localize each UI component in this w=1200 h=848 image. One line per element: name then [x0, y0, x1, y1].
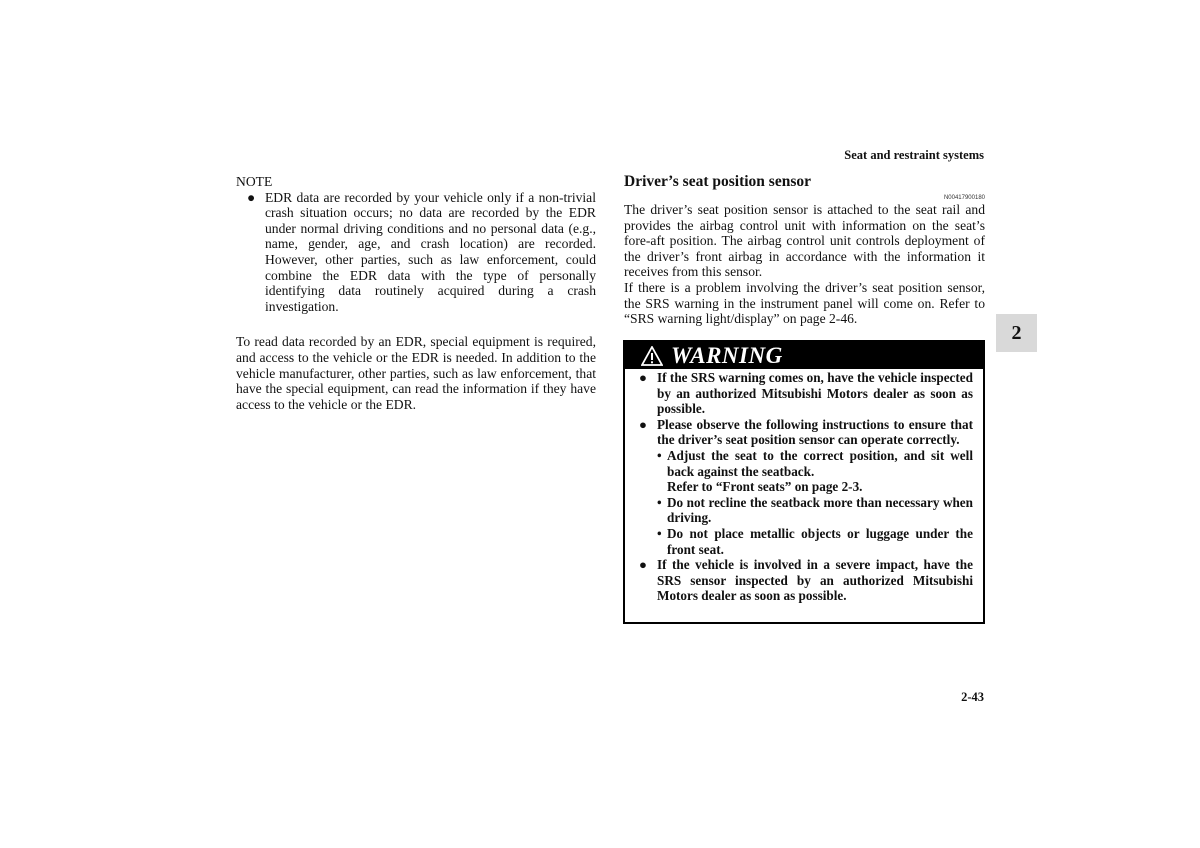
bullet-icon: ● — [639, 370, 647, 385]
sub-bullet-icon: • — [657, 447, 662, 463]
edr-paragraph: To read data recorded by an EDR, special equipment is required, and access to the vehicle or the EDR is needed. In addition to the vehicle manufacturer, other parties, such as law enforcement, that have the special equipment, can read the information if they have access to the vehicle or the EDR. — [236, 334, 596, 412]
sub-bullet-icon: • — [657, 525, 662, 541]
warning-subitem-text: Do not place metallic objects or luggage under the front seat. — [667, 525, 973, 557]
note-item — [236, 190, 596, 315]
sensor-paragraph: The driver’s seat position sensor is attached to the seat rail and provides the airbag control unit with information on the seat’s fore-aft position. The airbag control unit controls deployment of the driver’s front airbag in accordance with the information it receives from this sensor. — [624, 202, 985, 280]
warning-item-text: If the SRS warning comes on, have the vehicle inspected by an authorized Mitsubishi Motors dealer as soon as possible. — [657, 370, 973, 417]
warning-title: WARNING — [671, 342, 783, 368]
bullet-icon: ● — [247, 189, 256, 205]
reference-code: N00417900180 — [943, 195, 985, 201]
warning-item — [639, 370, 973, 417]
problem-paragraph: If there is a problem involving the driver’s seat position sensor, the SRS warning in the instrument panel will come on. Refer to “SRS warning light/display” on page 2-46. — [624, 279, 985, 327]
bullet-icon: ● — [639, 557, 647, 573]
warning-item — [639, 557, 973, 604]
bullet-icon: ● — [639, 416, 647, 432]
note-label: NOTE — [236, 174, 273, 189]
note-text: EDR data are recorded by your vehicle only if a non-trivial crash situation occurs; no data are recorded by the EDR under normal driving conditions and no personal data (e.g., name, gender, age, and crash location) are recorded. However, other parties, such as law enforcement, could combine the EDR data with the type of personally identifying data routinely acquired during a crash investigation. — [265, 189, 596, 314]
warning-item-text: Please observe the following instructions to ensure that the driver’s seat position sensor can operate correctly. — [657, 416, 973, 448]
warning-item-text: If the vehicle is involved in a severe impact, have the SRS sensor inspected by an authorized Mitsubishi Motors dealer as soon as possible. — [657, 557, 973, 604]
warning-body — [625, 369, 983, 604]
running-header: Seat and restraint systems — [844, 148, 984, 162]
warning-subitem — [657, 526, 973, 557]
warning-header — [625, 342, 983, 369]
warning-subitem-text — [667, 448, 973, 495]
subitem-line: Adjust the seat to the correct position, and sit well back against the seatback. — [667, 447, 973, 479]
chapter-tab: 2 — [996, 314, 1037, 352]
left-column — [236, 174, 596, 412]
warning-subitem — [657, 448, 973, 495]
warning-triangle-icon — [641, 346, 663, 366]
sub-bullet-icon: • — [657, 494, 662, 510]
right-column — [624, 172, 985, 327]
warning-subitem — [657, 495, 973, 526]
warning-subitem-text: Do not recline the seatback more than necessary when driving. — [667, 494, 973, 526]
warning-box — [623, 340, 985, 624]
subitem-reference: Refer to “Front seats” on page 2-3. — [667, 479, 863, 495]
page-number: 2-43 — [961, 690, 984, 704]
warning-item — [639, 417, 973, 448]
section-title: Driver’s seat position sensor — [624, 173, 811, 190]
